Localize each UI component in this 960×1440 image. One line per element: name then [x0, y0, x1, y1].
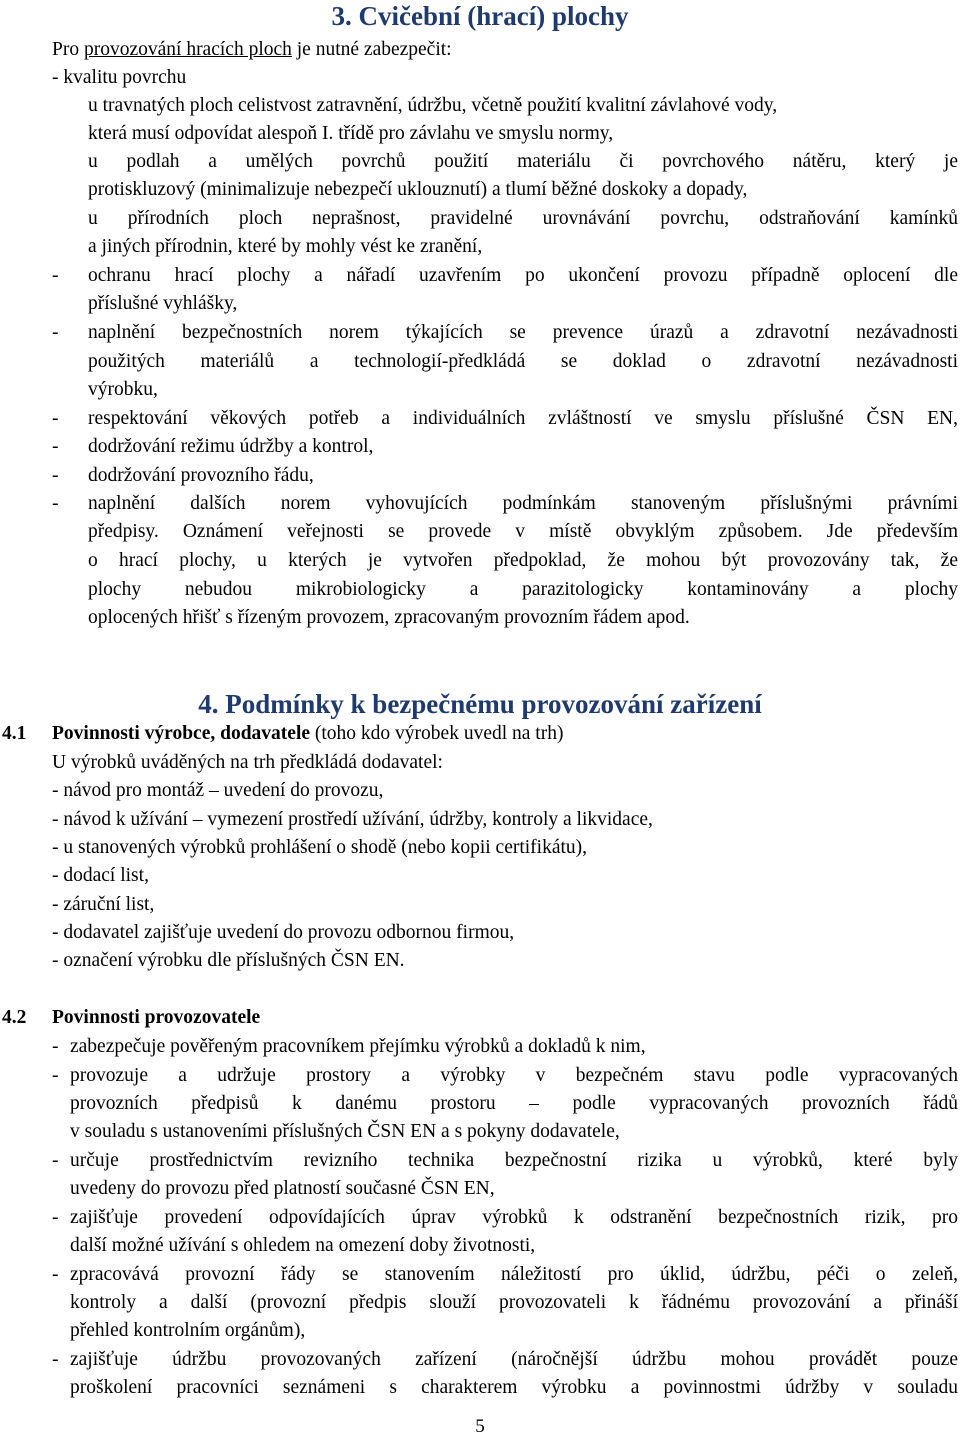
list-item: - kvalitu povrchu: [52, 67, 187, 88]
list-item: - návod pro montáž – uvedení do provozu,: [52, 780, 384, 801]
list-item: a jiných přírodnin, které by mohly vést ke zranění,: [88, 236, 483, 257]
list-item: která musí odpovídat alespoň I. třídě pro závlahu ve smyslu normy,: [88, 123, 614, 144]
dash-marker: -: [52, 265, 59, 286]
dash-marker: -: [52, 1150, 59, 1171]
subsection-4-1-title: Povinnosti výrobce, dodavatele: [52, 723, 311, 744]
list-item: - návod k užívání – vymezení prostředí užívání, údržby, kontroly a likvidace,: [52, 809, 653, 830]
dash-marker: -: [52, 1349, 59, 1370]
list-item: respektování věkových potřeb a individuálních zvláštností ve smyslu příslušné ČSN EN,: [88, 408, 958, 429]
dash-marker: -: [52, 493, 59, 514]
subsection-4-2-title: Povinnosti provozovatele: [52, 1007, 261, 1028]
list-item: určuje prostřednictvím revizního technika bezpečnostní rizika u výrobků, které byly: [70, 1150, 958, 1171]
list-item: u podlah a umělých povrchů použití materiálu či povrchového nátěru, který je: [88, 151, 958, 172]
list-item: dodržování režimu údržby a kontrol,: [88, 436, 374, 457]
list-item: provozních předpisů k danému prostoru – podle vypracovaných provozních řádů: [70, 1093, 958, 1114]
list-item: u přírodních ploch neprašnost, pravidelné urovnávání povrchu, odstraňování kamínků: [88, 208, 958, 229]
intro-underlined: provozování hracích ploch: [83, 39, 292, 60]
list-item: v souladu s ustanoveními příslušných ČSN EN a s pokyny dodavatele,: [70, 1121, 620, 1142]
subsection-4-1-number: 4.1: [2, 723, 27, 744]
list-item: o hrací plochy, u kterých je vytvořen předpoklad, že mohou být provozovány tak, že: [88, 550, 958, 571]
dash-marker: -: [52, 1207, 59, 1228]
list-item: zpracovává provozní řády se stanovením náležitostí pro úklid, údržbu, péči o zeleň,: [70, 1264, 958, 1285]
list-item: oplocených hřišť s řízeným provozem, zpracovaným provozním řádem apod.: [88, 607, 690, 628]
list-item: - záruční list,: [52, 894, 155, 915]
list-item: - označení výrobku dle příslušných ČSN EN.: [52, 950, 405, 971]
dash-marker: -: [52, 322, 59, 343]
subsection-4-2-number: 4.2: [2, 1007, 27, 1028]
subsection-4-1-note: (toho kdo výrobek uvedl na trh): [310, 723, 564, 744]
dash-marker: -: [52, 1036, 59, 1057]
list-item: příslušné vyhlášky,: [88, 293, 238, 314]
list-item: přehled kontrolním orgánům),: [70, 1320, 306, 1341]
list-item: provozuje a udržuje prostory a výrobky v bezpečném stavu podle vypracovaných: [70, 1065, 958, 1086]
list-item: výrobku,: [88, 379, 158, 400]
list-item: použitých materiálů a technologií-předkládá se doklad o zdravotní nezávadnosti: [88, 351, 958, 372]
section-3-intro: [52, 36, 452, 64]
list-item: naplnění dalších norem vyhovujících podmínkám stanoveným příslušnými právními: [88, 493, 958, 514]
list-item: ochranu hrací plochy a nářadí uzavřením po ukončení provozu případně oplocení dle: [88, 265, 958, 286]
list-item: předpisy. Oznámení veřejnosti se provede v místě obvyklým způsobem. Jde především: [88, 521, 958, 542]
list-item: protiskluzový (minimalizuje nebezpečí uklouznutí) a tlumí běžné doskoky a dopady,: [88, 179, 748, 200]
list-item: plochy nebudou mikrobiologicky a parazitologicky kontaminovány a plochy: [88, 579, 958, 600]
list-item: naplnění bezpečnostních norem týkajících se prevence úrazů a zdravotní nezávadnosti: [88, 322, 958, 343]
intro-prefix: Pro: [52, 39, 84, 60]
intro-suffix: je nutné zabezpečit:: [291, 39, 452, 60]
dash-marker: -: [52, 436, 59, 457]
dash-marker: -: [52, 1264, 59, 1285]
page-number: 5: [475, 1416, 485, 1437]
section-3-heading: 3. Cvičební (hrací) plochy: [331, 1, 629, 31]
list-item: kontroly a další (provozní předpis slouží provozovateli k řádnému provozování a přináší: [70, 1292, 958, 1313]
dash-marker: -: [52, 1065, 59, 1086]
list-item: uvedeny do provozu před platností současné ČSN EN,: [70, 1178, 495, 1199]
list-item: - dodavatel zajišťuje uvedení do provozu odbornou firmou,: [52, 922, 515, 943]
list-item: - u stanovených výrobků prohlášení o shodě (nebo kopii certifikátu),: [52, 837, 588, 858]
list-item: u travnatých ploch celistvost zatravnění, údržbu, včetně použití kvalitní závlahové vody,: [88, 95, 778, 116]
subsection-4-1-heading: [52, 720, 563, 748]
list-item: zajišťuje provedení odpovídajících úprav výrobků k odstranění bezpečnostních rizik, pro: [70, 1207, 958, 1228]
list-item: U výrobků uváděných na trh předkládá dodavatel:: [52, 752, 443, 773]
section-4-heading: 4. Podmínky k bezpečnému provozování zařízení: [198, 689, 762, 719]
dash-marker: -: [52, 408, 59, 429]
list-item: zabezpečuje pověřeným pracovníkem přejímku výrobků a dokladů k nim,: [70, 1036, 646, 1057]
list-item: zajišťuje údržbu provozovaných zařízení (náročnější údržbu mohou provádět pouze: [70, 1349, 958, 1370]
list-item: dodržování provozního řádu,: [88, 465, 314, 486]
list-item: další možné užívání s ohledem na omezení doby životnosti,: [70, 1235, 536, 1256]
dash-marker: -: [52, 465, 59, 486]
list-item: - dodací list,: [52, 865, 149, 886]
list-item: proškolení pracovníci seznámeni s charakterem výrobku a povinnostmi údržby v souladu: [70, 1377, 958, 1398]
